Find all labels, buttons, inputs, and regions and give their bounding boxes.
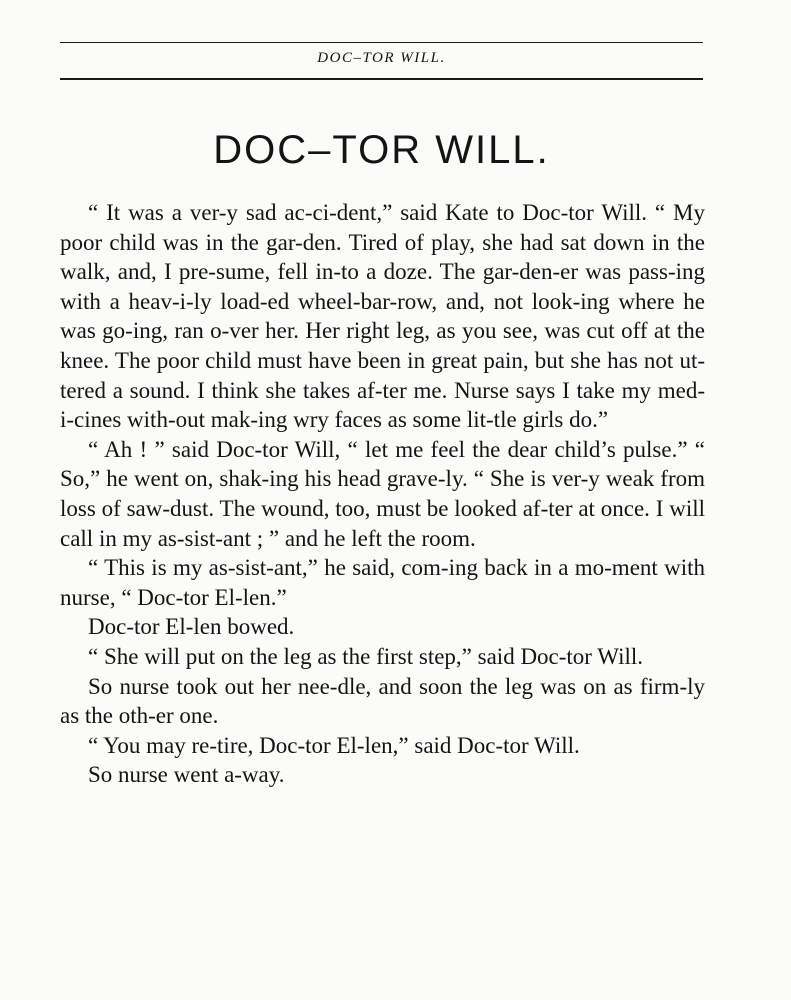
paragraph: “ You may re-tire, Doc-tor El-len,” said Doc-tor Will. xyxy=(88,732,580,758)
running-head: DOC–TOR WILL. xyxy=(317,50,446,66)
paragraph: Doc-tor El-len bowed. xyxy=(88,614,295,640)
paragraph: “ Ah ! ” said Doc-tor Will, “ let me feel the dear child’s pulse.” “ So,” he went on, shak-ing his head grave-ly. “ She is ver-y weak from loss of saw-dust. The wound, too, must be looked af-ter at once. I will call in my as-sist-ant ; ” and he left the room. xyxy=(60,436,705,551)
paragraph: “ It was a ver-y sad ac-ci-dent,” said Kate to Doc-tor Will. “ My poor child was in the gar-den. Tired of play, she had sat down in the walk, and, I pre-sume, fell in-to a doze. The gar-den-er was pass-ing with a heav-i-ly load-ed wheel-bar-row, and, not look-ing where he was go-ing, ran o-ver her. Her right leg, as you see, was cut off at the knee. The poor child must have been in great pain, but she has not ut-tered a sound. I think she takes af-ter me. Nurse says I take my med-i-cines with-out mak-ing wry faces as some lit-tle girls do.” xyxy=(60,200,705,433)
paragraph: “ This is my as-sist-ant,” he said, com-ing back in a mo-ment with nurse, “ Doc-tor El-len.” xyxy=(60,555,705,610)
chapter-title: DOC–TOR WILL. xyxy=(213,128,550,172)
story-text xyxy=(60,198,705,790)
paragraph: “ She will put on the leg as the first step,” said Doc-tor Will. xyxy=(88,643,644,669)
paragraph: So nurse took out her nee-dle, and soon the leg was on as firm-ly as the oth-er one. xyxy=(60,673,705,729)
paragraph: So nurse went a-way. xyxy=(88,762,285,788)
header-bottom-rule xyxy=(60,78,703,80)
header-top-rule xyxy=(60,42,703,43)
